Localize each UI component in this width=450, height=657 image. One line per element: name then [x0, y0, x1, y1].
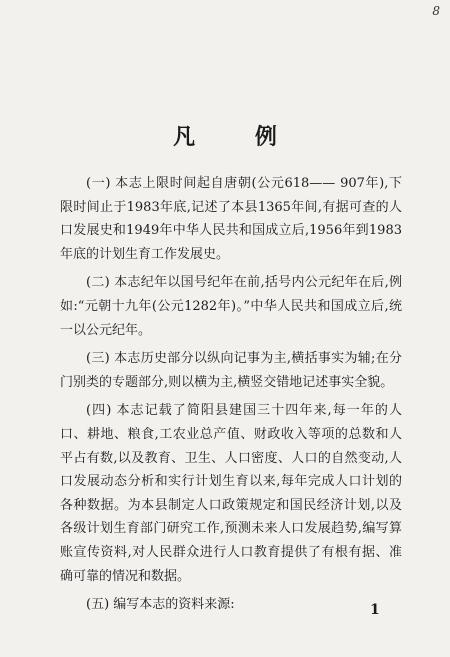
paragraph-2: (二) 本志纪年以国号纪年在前,括号内公元纪年在后,例如:“元朝十九年(公元1282年)。”中华人民共和国成立后,统一以公元纪年。: [60, 275, 402, 338]
paragraph-4: (四) 本志记载了简阳县建国三十四年来,每一年的人口、耕地、粮食,工农业总产值、财政收入等项的总数和人平占有数,以及教育、卫生、人口密度、人口的自然变动,人口发展动态分析和实行计划生育以来,每年完成人口计划的各种数据。为本县制定人口政策规定和国民经济计划,以及各级计划生育部门研究工作,预测未来人口发展趋势,编写算账宣传资料,对人民群众进行人口教育提供了有根有据、准确可靠的情况和数据。: [60, 403, 402, 584]
paragraph-1: (一) 本志上限时间起自唐朝(公元618—— 907年),下限时间止于1983年底,记述了本县1365年间,有据可查的人口发展史和1949年中华人民共和国成立后,1956年到1983年底的计划生育工作发展史。: [60, 176, 402, 262]
page-number: 1: [370, 602, 380, 618]
page-title: 凡 例: [173, 124, 303, 150]
body-text: [60, 172, 402, 622]
paragraph-3: (三) 本志历史部分以纵向记事为主,横括事实为辅;在分门别类的专题部分,则以横为主,横竖交错地记述事实全貌。: [60, 351, 402, 390]
corner-page-mark: 8: [432, 4, 440, 18]
paragraph-5: (五) 编写本志的资料来源:: [86, 597, 235, 613]
